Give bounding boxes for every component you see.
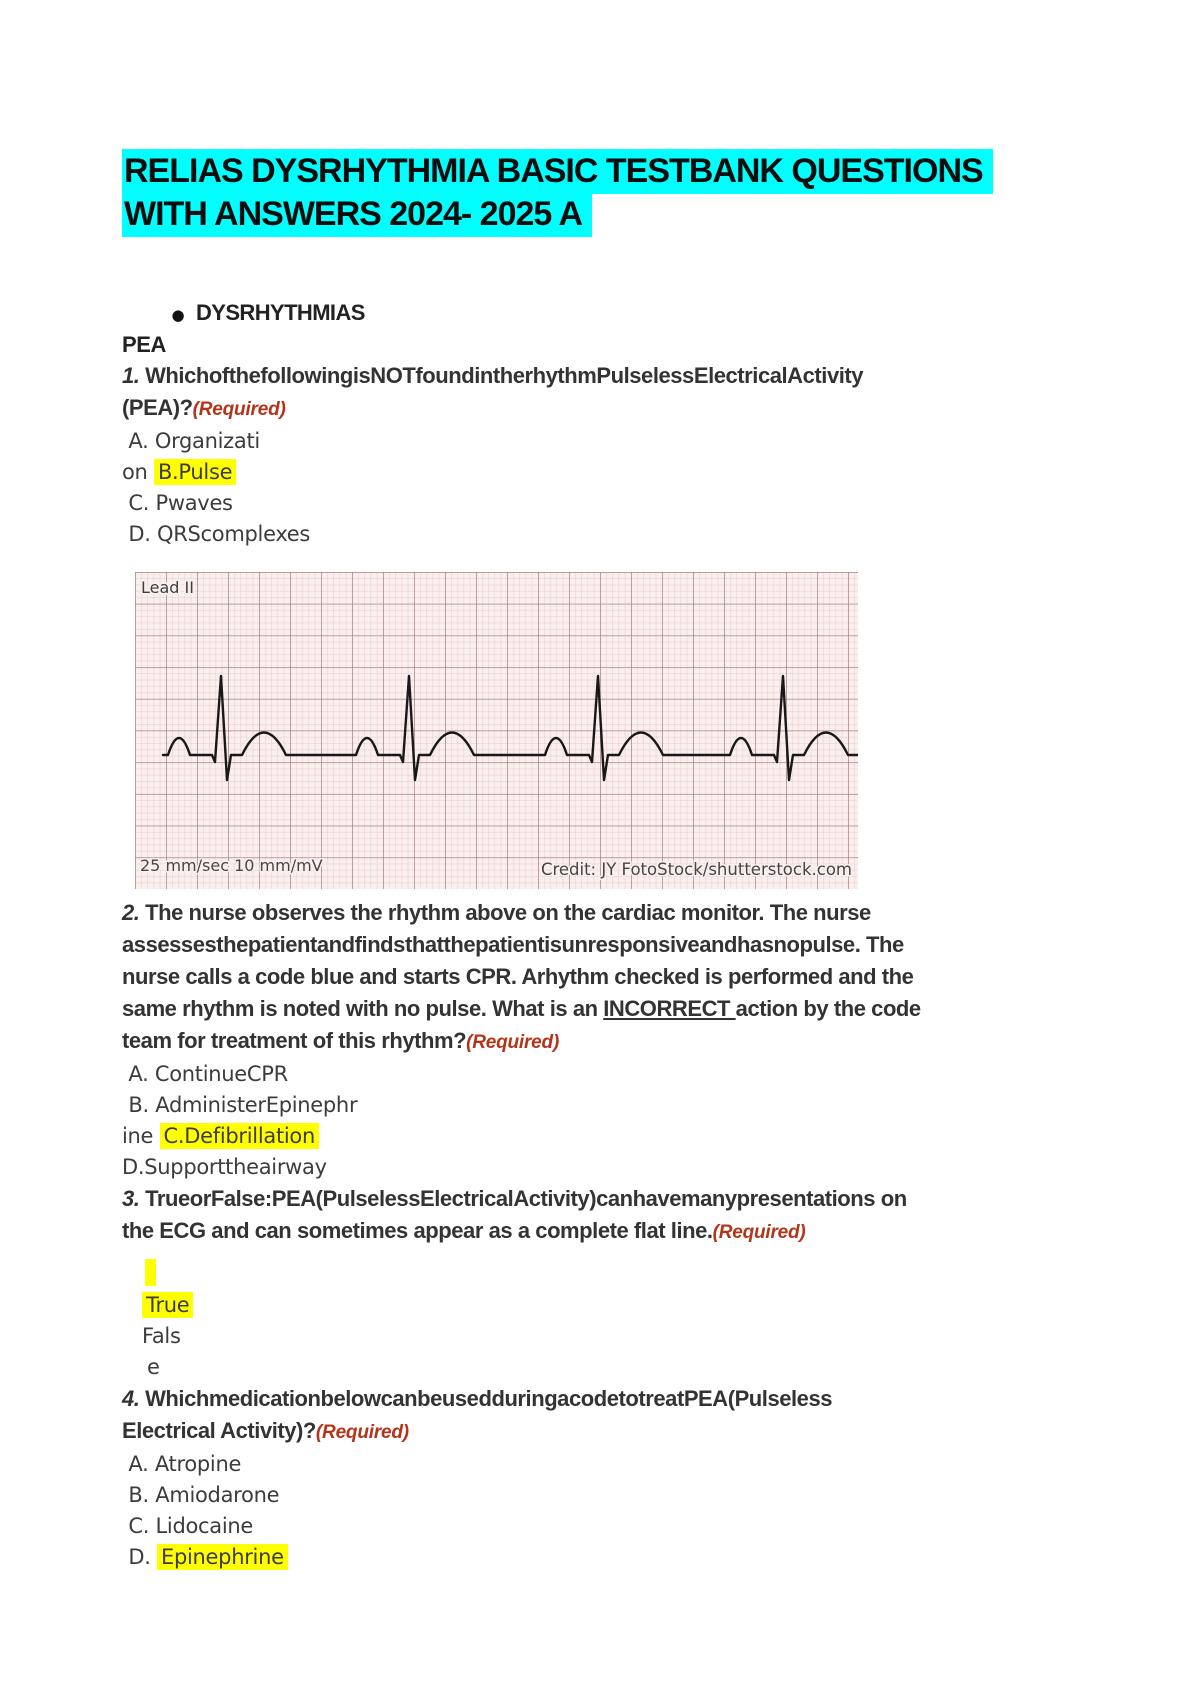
q2-option-b: B. AdministerEpinephr	[122, 1093, 358, 1117]
q1-option-b	[122, 457, 1074, 488]
q1-option-a: A. Organizati	[122, 429, 260, 453]
question-2-line-3: nurse calls a code blue and starts CPR. Arhythm checked is performed and the	[122, 964, 914, 989]
highlight-mark-empty	[145, 1259, 156, 1286]
question-2-line-5	[122, 1025, 1074, 1059]
required-label: (Required)	[712, 1222, 806, 1243]
q3-answer-false-part2: e	[147, 1355, 160, 1379]
q3-answer-true	[142, 1290, 1074, 1321]
incorrect-underlined-word: INCORRECT	[603, 996, 736, 1021]
required-label: (Required)	[466, 1032, 560, 1053]
question-1-number: 1.	[122, 363, 140, 388]
question-1-text: WhichofthefollowingisNOTfoundintherhythmPulselessElectricalActivity	[139, 363, 864, 388]
question-3-text-1: TrueorFalse:PEA(PulselessElectricalActivity)canhavemanypresentations on	[139, 1186, 907, 1211]
document-title	[122, 150, 1074, 236]
section-heading: DYSRHYTHMIAS	[196, 300, 365, 325]
question-4-text-1: WhichmedicationbelowcanbeusedduringacodetotreatPEA(Pulseless	[139, 1386, 833, 1411]
question-2-line-2: assessesthepatientandfindsthatthepatientisunresponsiveandhasnopulse. The	[122, 932, 904, 957]
question-1-line-2	[122, 392, 1074, 426]
q1-answer-highlight: B.Pulse	[154, 459, 236, 485]
section-subheading: PEA	[122, 332, 167, 357]
q2-option-d: D.Supporttheairway	[122, 1155, 327, 1179]
question-2-text-5: team for treatment of this rhythm?	[122, 1028, 467, 1053]
question-2-text-1: The nurse observes the rhythm above on the cardiac monitor. The nurse	[139, 900, 871, 925]
question-3	[122, 1183, 1074, 1383]
q4-option-d-prefix: D.	[122, 1545, 158, 1569]
bullet-icon: ●	[171, 306, 185, 324]
q4-option-a: A. Atropine	[122, 1452, 242, 1476]
question-2-line-4	[122, 993, 1074, 1025]
question-3-number: 3.	[122, 1186, 140, 1211]
ecg-strip-svg	[135, 572, 858, 889]
q3-answer-highlight: True	[142, 1292, 193, 1318]
required-label: (Required)	[192, 399, 286, 420]
question-3-line-1	[122, 1183, 1074, 1215]
question-4	[122, 1383, 1074, 1573]
q4-option-d	[122, 1542, 1074, 1573]
q4-option-b: B. Amiodarone	[122, 1483, 280, 1507]
required-label: (Required)	[315, 1422, 409, 1443]
question-2-text-4b: action by the code	[735, 996, 921, 1021]
question-2-number: 2.	[122, 900, 140, 925]
q1-option-c: C. Pwaves	[122, 491, 233, 515]
q2-answer-highlight: C.Defibrillation	[160, 1123, 319, 1149]
q2-option-c-prefix: ine	[122, 1124, 160, 1148]
title-line-2: WITH ANSWERS 2024- 2025 A	[122, 192, 592, 237]
question-4-line-2	[122, 1415, 1074, 1449]
question-4-number: 4.	[122, 1386, 140, 1411]
ecg-grid	[135, 572, 858, 889]
q1-option-d: D. QRScomplexes	[122, 522, 311, 546]
question-1-text-2: (PEA)?	[122, 395, 193, 420]
q2-option-a: A. ContinueCPR	[122, 1062, 288, 1086]
ecg-strip-figure	[135, 572, 1074, 889]
question-1-line-1	[122, 360, 1074, 392]
title-line-1: RELIAS DYSRHYTHMIA BASIC TESTBANK QUESTIONS	[122, 149, 993, 194]
q1-option-b-prefix: on	[122, 460, 154, 484]
question-1	[122, 360, 1074, 550]
section-heading-row	[122, 300, 1074, 326]
question-2	[122, 897, 1074, 1183]
question-4-text-2: Electrical Activity)?	[122, 1418, 316, 1443]
q3-answer-false-part1: Fals	[142, 1324, 181, 1348]
ecg-lead-label: Lead II	[141, 578, 194, 597]
q2-option-c	[122, 1121, 1074, 1152]
question-3-line-2	[122, 1215, 1074, 1249]
ecg-calibration-label: 25 mm/sec 10 mm/mV	[140, 856, 323, 875]
question-3-text-2: the ECG and can sometimes appear as a complete flat line.	[122, 1218, 713, 1243]
ecg-credit-label: Credit: JY FotoStock/shutterstock.com	[540, 860, 852, 879]
q4-answer-highlight: Epinephrine	[157, 1544, 288, 1570]
question-2-line-1	[122, 897, 1074, 929]
question-4-line-1	[122, 1383, 1074, 1415]
question-2-text-4a: same rhythm is noted with no pulse. What is an	[122, 996, 604, 1021]
q4-option-c: C. Lidocaine	[122, 1514, 253, 1538]
